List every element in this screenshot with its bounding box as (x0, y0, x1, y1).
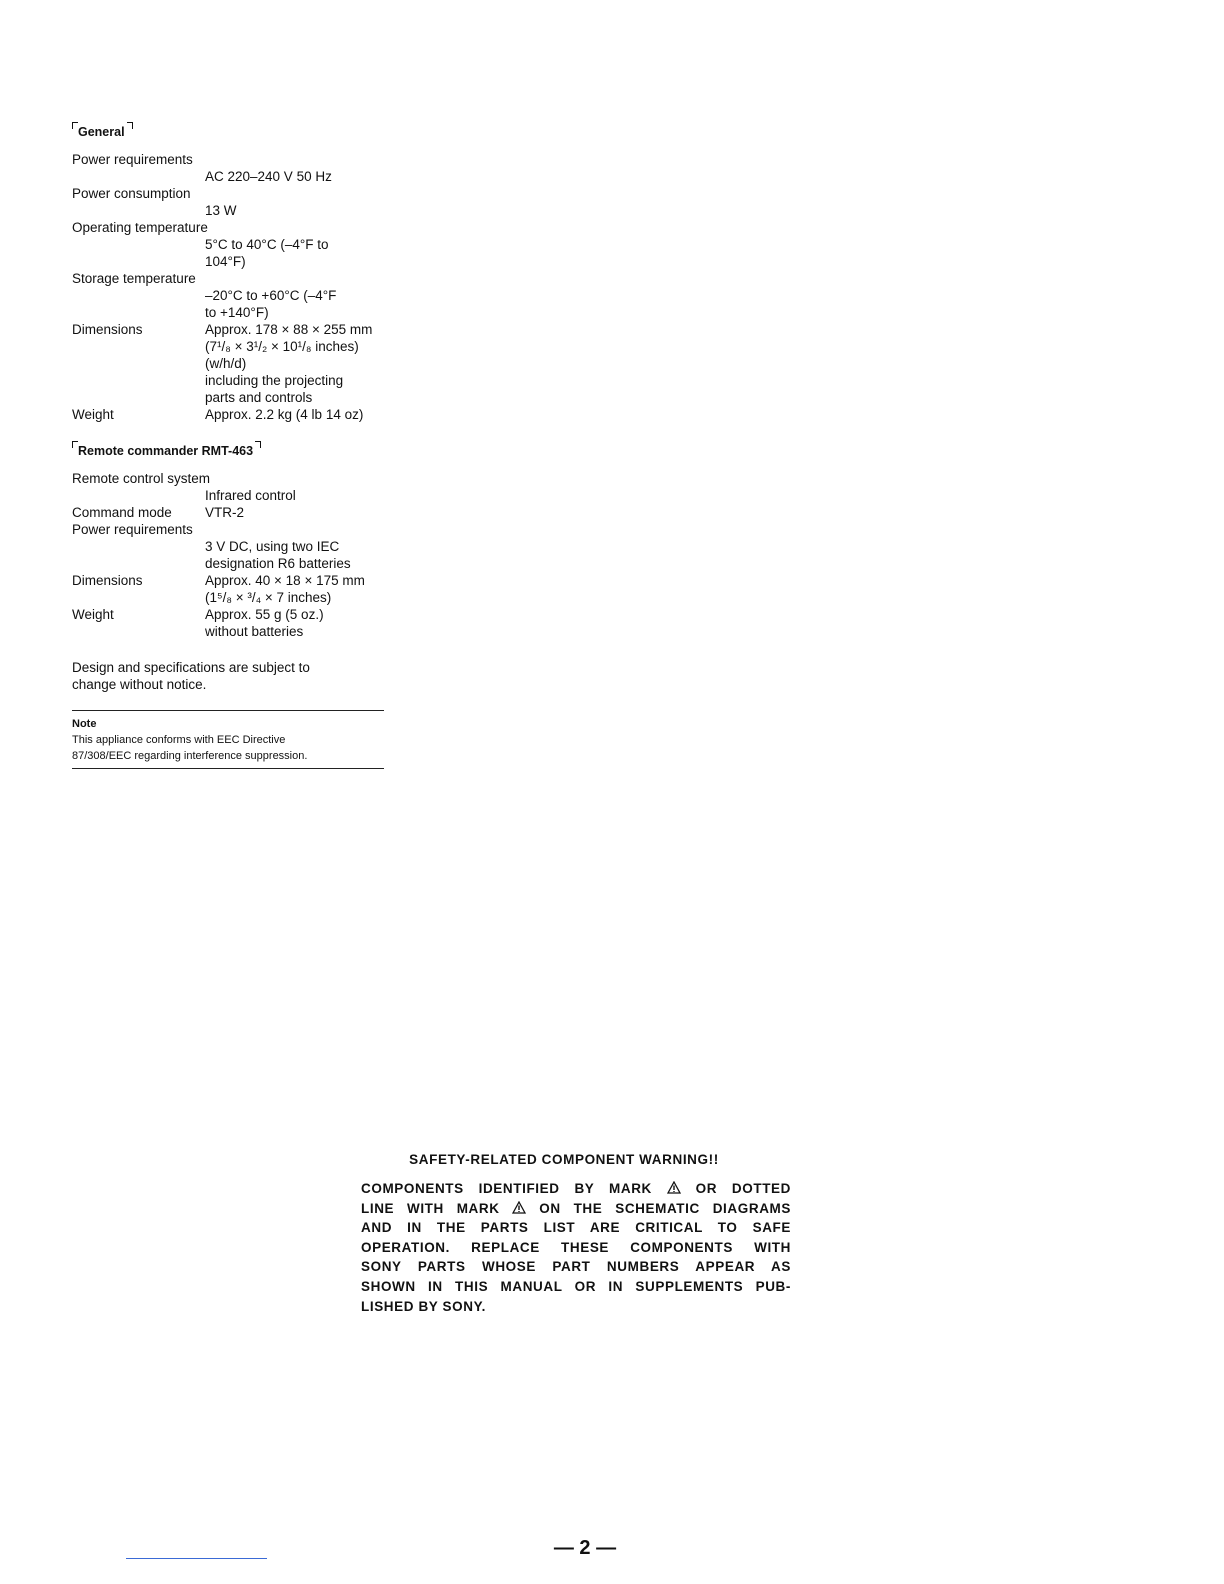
spec-value-line: Approx. 55 g (5 oz.) (205, 607, 324, 622)
spec-value (205, 572, 390, 606)
footer-rule (126, 1558, 267, 1559)
safety-warning-line (361, 1179, 791, 1199)
spec-value (205, 321, 390, 406)
safety-warning-text: OPERATION. REPLACE THESE COMPONENTS WITH (361, 1239, 791, 1255)
safety-warning-text: COMPONENTS IDENTIFIED BY MARK (361, 1181, 667, 1196)
spec-value (205, 538, 390, 572)
spec-value-line: to +140°F) (205, 305, 269, 320)
spec-row (72, 185, 392, 219)
spec-value (205, 287, 390, 321)
spec-value-line: (w/h/d) (205, 356, 247, 371)
safety-warning-text: LINE WITH MARK (361, 1200, 513, 1216)
safety-warning-text: SONY PARTS WHOSE PART NUMBERS APPEAR AS (361, 1259, 791, 1275)
spec-row (72, 151, 392, 185)
spec-row (72, 219, 392, 270)
remote-spec-list (72, 470, 392, 640)
spec-row (72, 406, 392, 423)
spec-label: Command mode (72, 505, 172, 520)
spec-row (72, 321, 392, 406)
spec-value-line: –20°C to +60°C (–4°F (205, 288, 337, 303)
spec-value-line: (7¹/₈ × 3¹/₂ × 10¹/₈ inches) (205, 339, 359, 354)
remote-section-title: Remote commander RMT-463 (72, 441, 261, 458)
spec-value (205, 236, 390, 270)
safety-warning-text: AND IN THE PARTS LIST ARE CRITICAL TO SAFE (361, 1220, 791, 1236)
spec-value (205, 406, 390, 423)
spec-row (72, 572, 392, 606)
spec-value-line: parts and controls (205, 390, 313, 405)
specifications-column (72, 122, 392, 769)
spec-value (205, 487, 390, 504)
spec-value (205, 202, 390, 219)
spec-row (72, 521, 392, 572)
spec-value-line: VTR-2 (205, 505, 245, 520)
spec-value-line: 104°F) (205, 254, 246, 269)
disclaimer: Design and specifications are subject to change without notice. (72, 660, 310, 692)
safety-warning (361, 1152, 791, 1316)
safety-warning-text: SHOWN IN THIS MANUAL OR IN SUPPLEMENTS PUB- (361, 1278, 791, 1294)
safety-warning-line (361, 1297, 791, 1317)
spec-value-line: AC 220–240 V 50 Hz (205, 169, 332, 184)
safety-warning-title: SAFETY-RELATED COMPONENT WARNING!! (409, 1152, 719, 1167)
safety-warning-line (361, 1238, 791, 1258)
spec-value (205, 606, 390, 640)
safety-warning-text: OR DOTTED (680, 1181, 792, 1196)
spec-value (205, 504, 390, 521)
safety-warning-line (361, 1218, 791, 1238)
spec-label: Power consumption (72, 186, 191, 201)
spec-label: Weight (72, 407, 114, 422)
note-line: 87/308/EEC regarding interference suppression. (72, 750, 308, 762)
spec-value-line: Infrared control (205, 488, 296, 503)
spec-row (72, 470, 392, 504)
warning-triangle-icon (512, 1201, 526, 1214)
spec-value-line: designation R6 batteries (205, 556, 351, 571)
warning-triangle-icon (667, 1181, 681, 1194)
page-number: — 2 — (553, 1537, 617, 1559)
note-line: This appliance conforms with EEC Directive (72, 734, 286, 746)
spec-value-line: Approx. 2.2 kg (4 lb 14 oz) (205, 407, 364, 422)
safety-warning-body (361, 1179, 791, 1316)
spec-label: Dimensions (72, 322, 143, 337)
safety-warning-line (361, 1257, 791, 1277)
spec-value-line: including the projecting (205, 373, 344, 388)
note-heading: Note (72, 718, 97, 730)
spec-row (72, 270, 392, 321)
note-box (72, 710, 384, 769)
spec-row (72, 504, 392, 521)
general-spec-list (72, 151, 392, 423)
spec-value-line: 13 W (205, 203, 237, 218)
spec-value-line: without batteries (205, 624, 304, 639)
spec-value-line: 5°C to 40°C (–4°F to (205, 237, 329, 252)
spec-value-line: Approx. 40 × 18 × 175 mm (205, 573, 365, 588)
spec-row (72, 606, 392, 640)
spec-label: Weight (72, 607, 114, 622)
spec-value-line: (1⁵/₈ × ³/₄ × 7 inches) (205, 590, 332, 605)
spec-value-line: Approx. 178 × 88 × 255 mm (205, 322, 373, 337)
general-section-title: General (72, 122, 133, 139)
safety-warning-line (361, 1199, 791, 1219)
spec-label: Power requirements (72, 152, 193, 167)
safety-warning-text: LISHED BY SONY. (361, 1298, 487, 1314)
spec-label: Power requirements (72, 522, 193, 537)
safety-warning-line (361, 1277, 791, 1297)
spec-label: Dimensions (72, 573, 143, 588)
spec-label: Storage temperature (72, 271, 196, 286)
safety-warning-text: ON THE SCHEMATIC DIAGRAMS (526, 1200, 791, 1216)
spec-value (205, 168, 390, 185)
spec-value-line: 3 V DC, using two IEC (205, 539, 340, 554)
spec-label: Remote control system (72, 471, 211, 486)
spec-label: Operating temperature (72, 220, 208, 235)
